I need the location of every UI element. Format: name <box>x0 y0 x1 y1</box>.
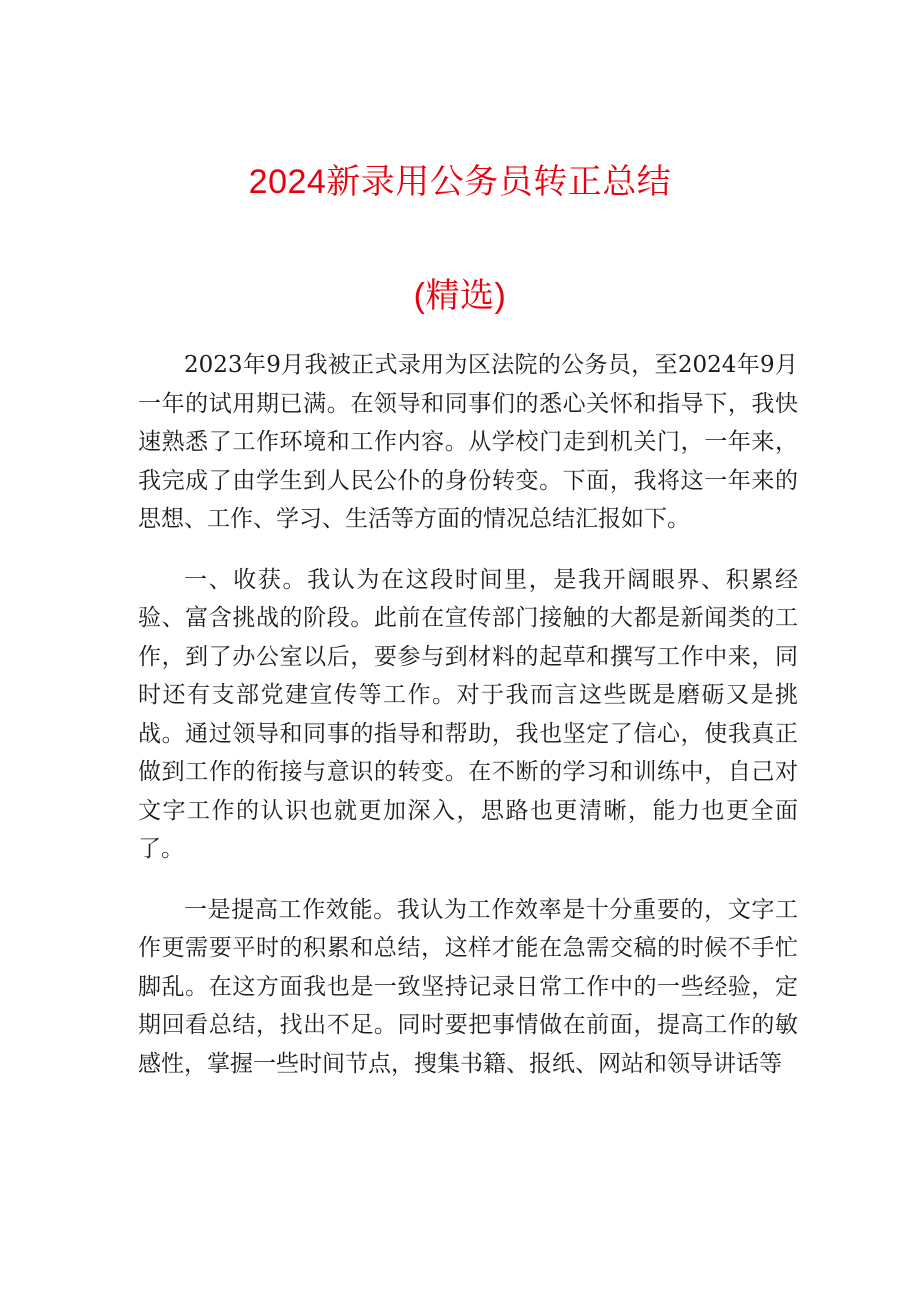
paragraph-intro: 2023年9月我被正式录用为区法院的公务员，至2024年9月一年的试用期已满。在领导和同事们的悉心关怀和指导下，我快速熟悉了工作环境和工作内容。从学校门走到机关门，一年来，我完成了由学生到人民公仆的身份转变。下面，我将这一年来的思想、工作、学习、生活等方面的情况总结汇报如下。 <box>138 352 798 532</box>
paragraph-efficiency: 一是提高工作效能。我认为工作效率是十分重要的，文字工作更需要平时的积累和总结，这样才能在急需交稿的时候不手忙脚乱。在这方面我也是一致坚持记录日常工作中的一些经验，定期回看总结，找出不足。同时要把事情做在前面，提高工作的敏感性，掌握一些时间节点，搜集书籍、报纸、网站和领导讲话等 <box>138 896 798 1077</box>
document-subtitle: (精选) <box>413 277 507 315</box>
document-body <box>138 346 798 1083</box>
paragraph-harvest: 一、收获。我认为在这段时间里，是我开阔眼界、积累经验、富含挑战的阶段。此前在宣传部门接触的大都是新闻类的工作，到了办公室以后，要参与到材料的起草和撰写工作中来，同时还有支部党建宣传等工作。对于我而言这些既是磨砺又是挑战。通过领导和同事的指导和帮助，我也坚定了信心，使我真正做到工作的衔接与意识的转变。在不断的学习和训练中，自己对文字工作的认识也就更加深入，思路也更清晰，能力也更全面了。 <box>138 566 798 862</box>
document-title: 2024新录用公务员转正总结 <box>248 163 672 201</box>
